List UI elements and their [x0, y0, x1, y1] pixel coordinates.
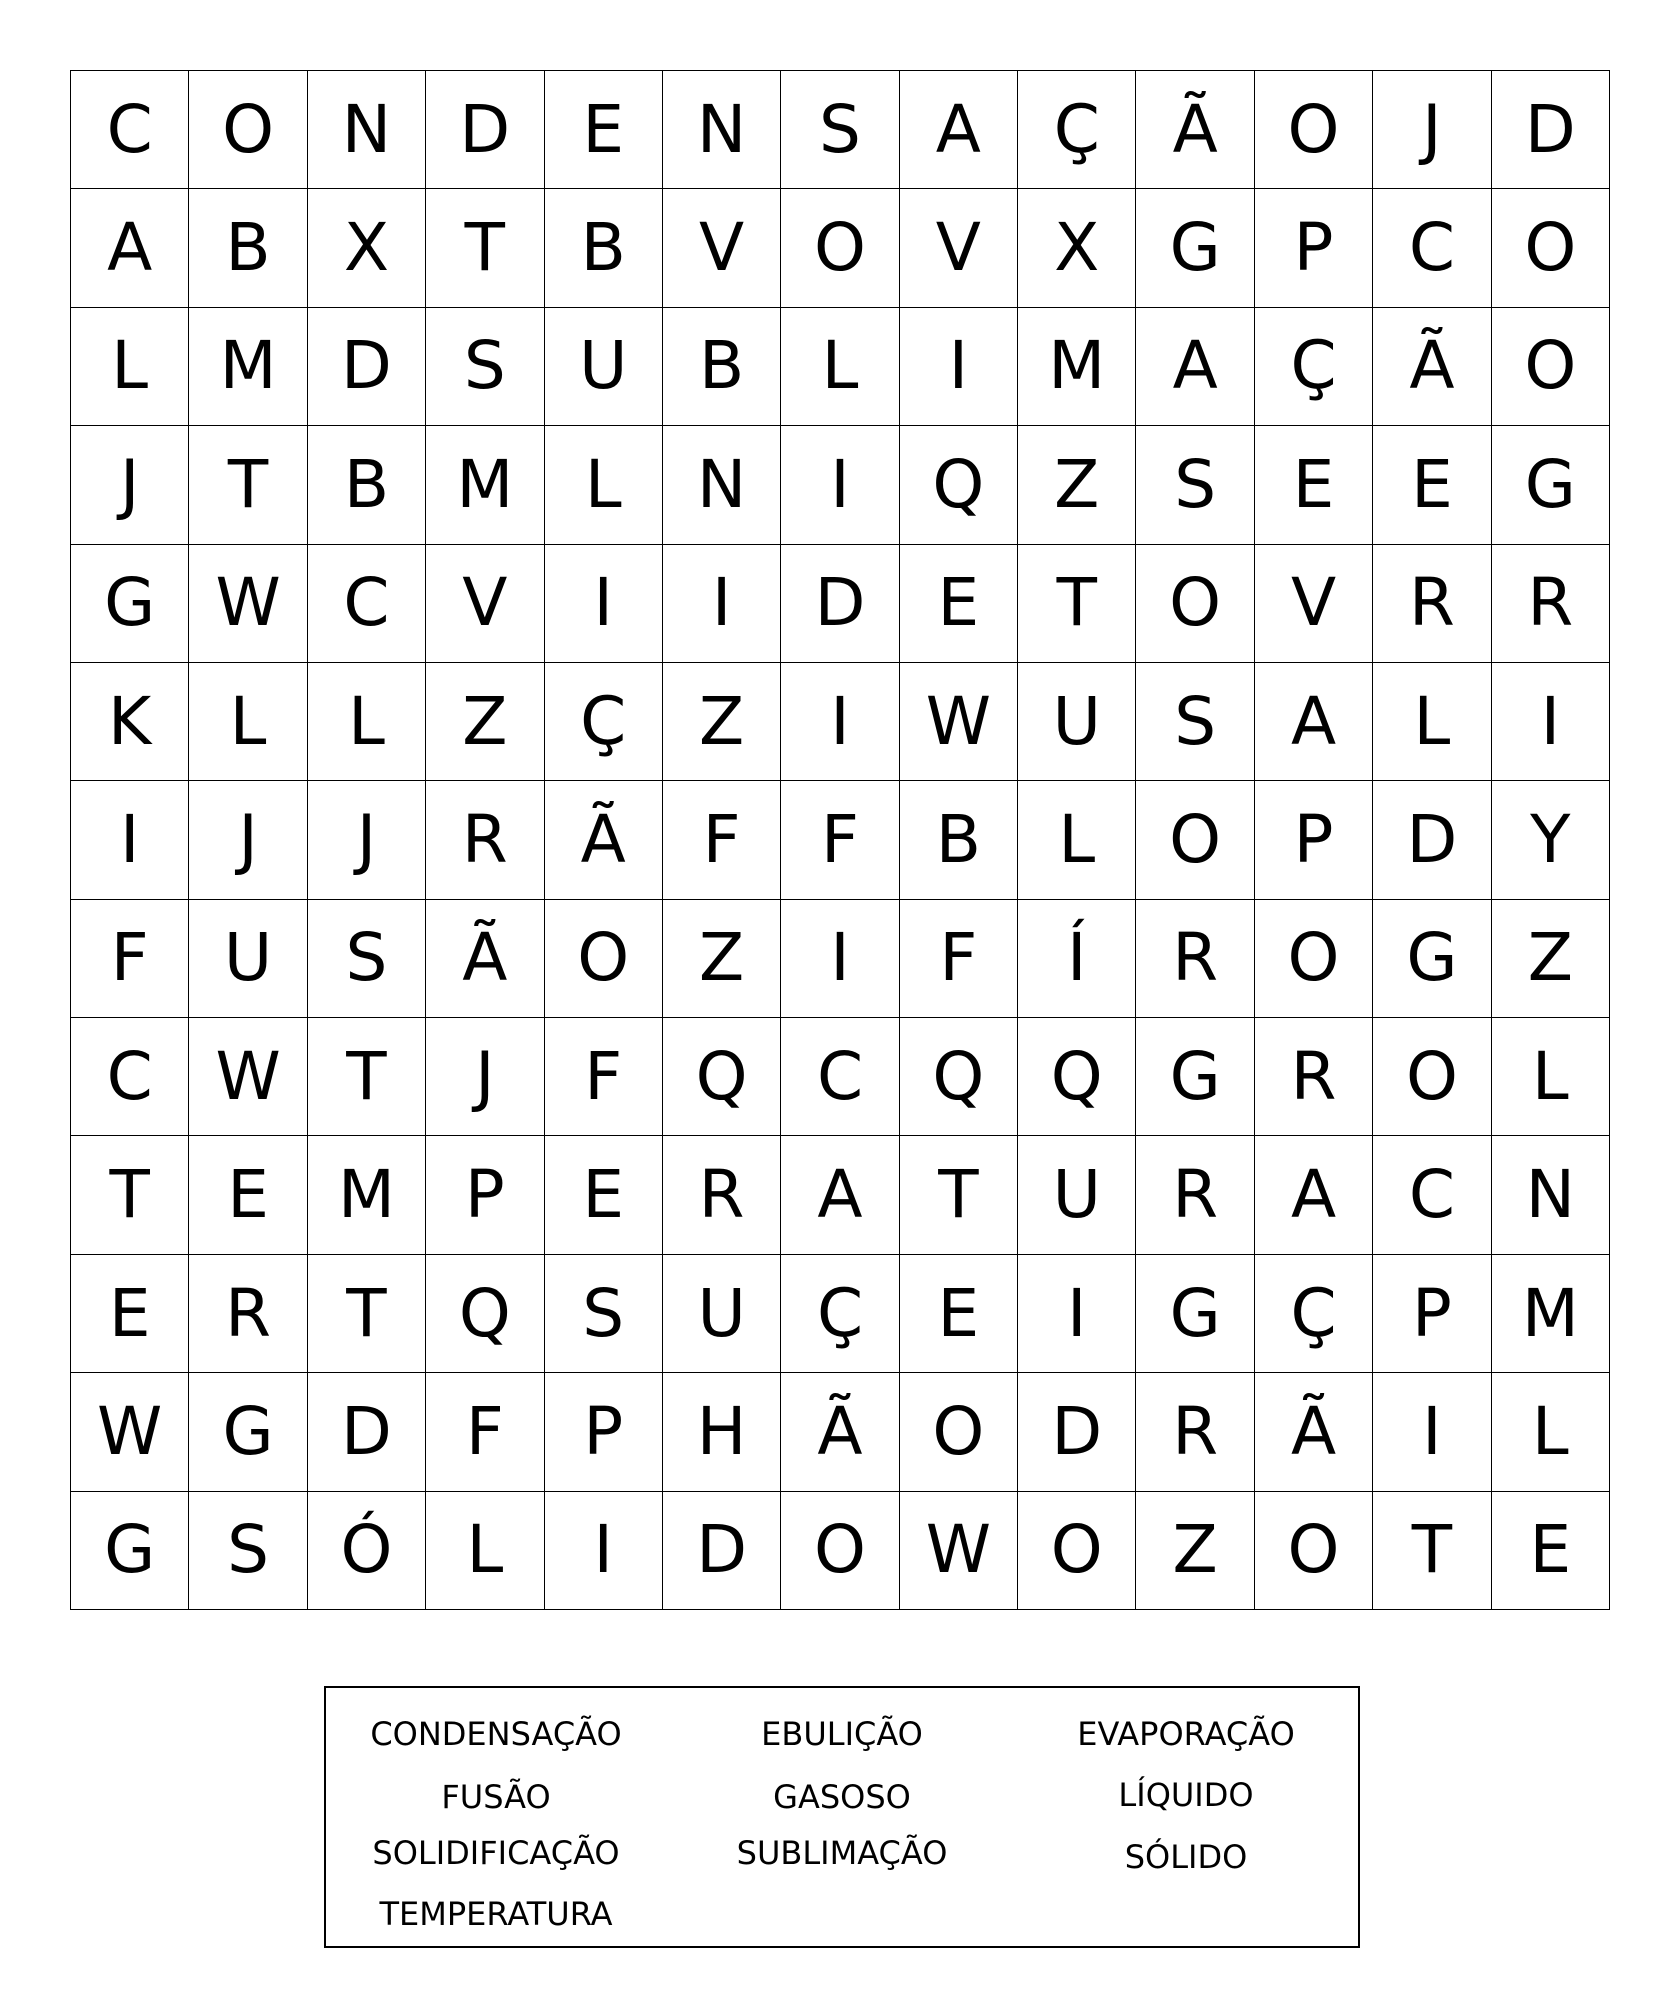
grid-cell[interactable]: Q	[663, 1018, 781, 1136]
grid-cell[interactable]: K	[71, 663, 189, 781]
grid-cell[interactable]: P	[1373, 1255, 1491, 1373]
grid-cell[interactable]: Z	[1492, 900, 1610, 1018]
grid-cell[interactable]: W	[900, 663, 1018, 781]
grid-cell[interactable]: H	[663, 1373, 781, 1491]
grid-cell[interactable]: Ã	[545, 781, 663, 899]
word-bank-item: EBULIÇÃO	[761, 1715, 923, 1753]
grid-cell[interactable]: G	[1373, 900, 1491, 1018]
grid-cell[interactable]: O	[189, 71, 307, 189]
grid-cell[interactable]: O	[900, 1373, 1018, 1491]
word-bank-item: CONDENSAÇÃO	[370, 1715, 622, 1753]
grid-cell[interactable]: F	[545, 1018, 663, 1136]
grid-cell[interactable]: U	[545, 308, 663, 426]
word-bank-item: GASOSO	[773, 1778, 911, 1816]
grid-cell[interactable]: O	[1492, 189, 1610, 307]
grid-cell[interactable]: Ã	[1255, 1373, 1373, 1491]
grid-cell[interactable]: W	[71, 1373, 189, 1491]
grid-cell[interactable]: Ç	[1255, 308, 1373, 426]
grid-cell[interactable]: R	[1492, 545, 1610, 663]
grid-cell[interactable]: D	[1018, 1373, 1136, 1491]
grid-cell[interactable]: G	[1136, 1018, 1254, 1136]
grid-cell[interactable]: J	[426, 1018, 544, 1136]
grid-cell[interactable]: I	[545, 545, 663, 663]
word-bank	[324, 1686, 1360, 1948]
grid-cell[interactable]: L	[1492, 1373, 1610, 1491]
grid-cell[interactable]: R	[1255, 1018, 1373, 1136]
grid-cell[interactable]: T	[1373, 1492, 1491, 1610]
grid-cell[interactable]: A	[781, 1136, 899, 1254]
grid-cell[interactable]: D	[308, 308, 426, 426]
grid-cell[interactable]: T	[426, 189, 544, 307]
grid-cell[interactable]: M	[1492, 1255, 1610, 1373]
grid-cell[interactable]: L	[1492, 1018, 1610, 1136]
grid-cell[interactable]: Q	[900, 426, 1018, 544]
grid-cell[interactable]: Ã	[781, 1373, 899, 1491]
grid-cell[interactable]: Q	[426, 1255, 544, 1373]
grid-cell[interactable]: N	[308, 71, 426, 189]
grid-cell[interactable]: F	[71, 900, 189, 1018]
grid-cell[interactable]: O	[545, 900, 663, 1018]
grid-cell[interactable]: U	[663, 1255, 781, 1373]
grid-cell[interactable]: M	[308, 1136, 426, 1254]
grid-cell[interactable]: E	[545, 71, 663, 189]
grid-cell[interactable]: E	[1492, 1492, 1610, 1610]
grid-cell[interactable]: V	[900, 189, 1018, 307]
grid-cell[interactable]: S	[1136, 426, 1254, 544]
grid-cell[interactable]: L	[1373, 663, 1491, 781]
grid-cell[interactable]: J	[308, 781, 426, 899]
grid-cell[interactable]: V	[663, 189, 781, 307]
word-bank-item: SOLIDIFICAÇÃO	[372, 1834, 620, 1872]
grid-cell[interactable]: I	[900, 308, 1018, 426]
grid-cell[interactable]: D	[663, 1492, 781, 1610]
grid-cell[interactable]: Ã	[1373, 308, 1491, 426]
grid-cell[interactable]: A	[71, 189, 189, 307]
grid-cell[interactable]: T	[308, 1018, 426, 1136]
grid-cell[interactable]: F	[781, 781, 899, 899]
grid-cell[interactable]: U	[1018, 663, 1136, 781]
word-bank-item: SUBLIMAÇÃO	[736, 1834, 948, 1872]
grid-cell[interactable]: L	[545, 426, 663, 544]
grid-cell[interactable]: O	[1136, 545, 1254, 663]
grid-cell[interactable]: A	[1255, 1136, 1373, 1254]
grid-cell[interactable]: Í	[1018, 900, 1136, 1018]
grid-cell[interactable]: T	[189, 426, 307, 544]
grid-cell[interactable]: S	[545, 1255, 663, 1373]
grid-cell[interactable]: S	[426, 308, 544, 426]
grid-cell[interactable]: Ç	[1255, 1255, 1373, 1373]
grid-cell[interactable]: B	[308, 426, 426, 544]
grid-cell[interactable]: I	[71, 781, 189, 899]
grid-cell[interactable]: S	[781, 71, 899, 189]
grid-cell[interactable]: G	[71, 545, 189, 663]
grid-cell[interactable]: N	[1492, 1136, 1610, 1254]
grid-cell[interactable]: Z	[1136, 1492, 1254, 1610]
grid-cell[interactable]: A	[1255, 663, 1373, 781]
grid-cell[interactable]: G	[189, 1373, 307, 1491]
grid-cell[interactable]: L	[71, 308, 189, 426]
grid-cell[interactable]: E	[189, 1136, 307, 1254]
grid-cell[interactable]: G	[1492, 426, 1610, 544]
grid-cell[interactable]: W	[189, 545, 307, 663]
word-bank-item: EVAPORAÇÃO	[1077, 1715, 1295, 1753]
grid-cell[interactable]: O	[781, 189, 899, 307]
grid-cell[interactable]: W	[900, 1492, 1018, 1610]
grid-cell[interactable]: S	[1136, 663, 1254, 781]
grid-cell[interactable]: I	[1373, 1373, 1491, 1491]
grid-cell[interactable]: A	[900, 71, 1018, 189]
grid-cell[interactable]: B	[189, 189, 307, 307]
grid-cell[interactable]: O	[1492, 308, 1610, 426]
grid-cell[interactable]: E	[545, 1136, 663, 1254]
grid-cell[interactable]: C	[781, 1018, 899, 1136]
grid-cell[interactable]: J	[189, 781, 307, 899]
grid-cell[interactable]: I	[781, 900, 899, 1018]
grid-cell[interactable]: Z	[663, 663, 781, 781]
grid-cell[interactable]: G	[71, 1492, 189, 1610]
grid-cell[interactable]: U	[189, 900, 307, 1018]
grid-cell[interactable]: R	[1136, 1136, 1254, 1254]
grid-cell[interactable]: P	[1255, 189, 1373, 307]
grid-cell[interactable]: E	[71, 1255, 189, 1373]
grid-cell[interactable]: C	[71, 71, 189, 189]
grid-cell[interactable]: C	[1373, 1136, 1491, 1254]
grid-cell[interactable]: P	[426, 1136, 544, 1254]
grid-cell[interactable]: E	[900, 1255, 1018, 1373]
grid-cell[interactable]: Ã	[1136, 71, 1254, 189]
grid-cell[interactable]: V	[426, 545, 544, 663]
grid-cell[interactable]: I	[1492, 663, 1610, 781]
grid-cell[interactable]: P	[1255, 781, 1373, 899]
grid-cell[interactable]: F	[900, 900, 1018, 1018]
grid-cell[interactable]: V	[1255, 545, 1373, 663]
grid-cell[interactable]: R	[1373, 545, 1491, 663]
grid-cell[interactable]: O	[1373, 1018, 1491, 1136]
grid-cell[interactable]: P	[545, 1373, 663, 1491]
grid-cell[interactable]: D	[781, 545, 899, 663]
grid-cell[interactable]: S	[308, 900, 426, 1018]
grid-cell[interactable]: Ç	[1018, 71, 1136, 189]
grid-cell[interactable]: L	[426, 1492, 544, 1610]
word-bank-item: FUSÃO	[441, 1778, 551, 1816]
grid-cell[interactable]: I	[545, 1492, 663, 1610]
grid-cell[interactable]: R	[189, 1255, 307, 1373]
grid-cell[interactable]: T	[308, 1255, 426, 1373]
grid-cell[interactable]: L	[1018, 781, 1136, 899]
grid-cell[interactable]: X	[308, 189, 426, 307]
grid-cell[interactable]: C	[308, 545, 426, 663]
grid-cell[interactable]: L	[308, 663, 426, 781]
letter-grid	[70, 70, 1610, 1610]
grid-cell[interactable]: L	[189, 663, 307, 781]
grid-cell[interactable]: B	[663, 308, 781, 426]
grid-cell[interactable]: N	[663, 71, 781, 189]
grid-cell[interactable]: G	[1136, 189, 1254, 307]
grid-cell[interactable]: M	[426, 426, 544, 544]
grid-cell[interactable]: I	[663, 545, 781, 663]
grid-cell[interactable]: D	[426, 71, 544, 189]
grid-cell[interactable]: D	[1373, 781, 1491, 899]
grid-cell[interactable]: M	[1018, 308, 1136, 426]
grid-cell[interactable]: X	[1018, 189, 1136, 307]
grid-cell[interactable]: R	[426, 781, 544, 899]
grid-cell[interactable]: B	[545, 189, 663, 307]
grid-cell[interactable]: Z	[426, 663, 544, 781]
grid-cell[interactable]: T	[1018, 545, 1136, 663]
word-bank-item: LÍQUIDO	[1118, 1776, 1254, 1814]
grid-cell[interactable]: U	[1018, 1136, 1136, 1254]
word-bank-item: SÓLIDO	[1124, 1838, 1248, 1876]
grid-cell[interactable]: C	[1373, 189, 1491, 307]
grid-cell[interactable]: Y	[1492, 781, 1610, 899]
grid-cell[interactable]: Z	[663, 900, 781, 1018]
grid-cell[interactable]: E	[1255, 426, 1373, 544]
grid-cell[interactable]: C	[71, 1018, 189, 1136]
grid-cell[interactable]: Ç	[781, 1255, 899, 1373]
grid-cell[interactable]: A	[1136, 308, 1254, 426]
grid-cell[interactable]: E	[1373, 426, 1491, 544]
grid-cell[interactable]: O	[781, 1492, 899, 1610]
grid-cell[interactable]: F	[663, 781, 781, 899]
word-bank-item: TEMPERATURA	[379, 1895, 613, 1933]
grid-cell[interactable]: S	[189, 1492, 307, 1610]
grid-cell[interactable]: R	[663, 1136, 781, 1254]
grid-cell[interactable]: O	[1255, 900, 1373, 1018]
grid-cell[interactable]: Ç	[545, 663, 663, 781]
grid-cell[interactable]: O	[1018, 1492, 1136, 1610]
grid-cell[interactable]: B	[900, 781, 1018, 899]
grid-cell[interactable]: T	[900, 1136, 1018, 1254]
grid-cell[interactable]: Q	[1018, 1018, 1136, 1136]
grid-cell[interactable]: R	[1136, 1373, 1254, 1491]
grid-cell[interactable]: L	[781, 308, 899, 426]
grid-cell[interactable]: O	[1136, 781, 1254, 899]
grid-cell[interactable]: G	[1136, 1255, 1254, 1373]
grid-cell[interactable]: I	[781, 663, 899, 781]
grid-cell[interactable]: I	[1018, 1255, 1136, 1373]
grid-cell[interactable]: N	[663, 426, 781, 544]
grid-cell[interactable]: W	[189, 1018, 307, 1136]
grid-cell[interactable]: E	[900, 545, 1018, 663]
grid-cell[interactable]: I	[781, 426, 899, 544]
grid-cell[interactable]: J	[71, 426, 189, 544]
grid-cell[interactable]: F	[426, 1373, 544, 1491]
grid-cell[interactable]: J	[1373, 71, 1491, 189]
grid-cell[interactable]: D	[308, 1373, 426, 1491]
grid-cell[interactable]: T	[71, 1136, 189, 1254]
grid-cell[interactable]: Z	[1018, 426, 1136, 544]
grid-cell[interactable]: R	[1136, 900, 1254, 1018]
grid-cell[interactable]: O	[1255, 71, 1373, 189]
grid-cell[interactable]: Q	[900, 1018, 1018, 1136]
grid-cell[interactable]: Ã	[426, 900, 544, 1018]
grid-cell[interactable]: Ó	[308, 1492, 426, 1610]
grid-cell[interactable]: O	[1255, 1492, 1373, 1610]
grid-cell[interactable]: D	[1492, 71, 1610, 189]
grid-cell[interactable]: M	[189, 308, 307, 426]
